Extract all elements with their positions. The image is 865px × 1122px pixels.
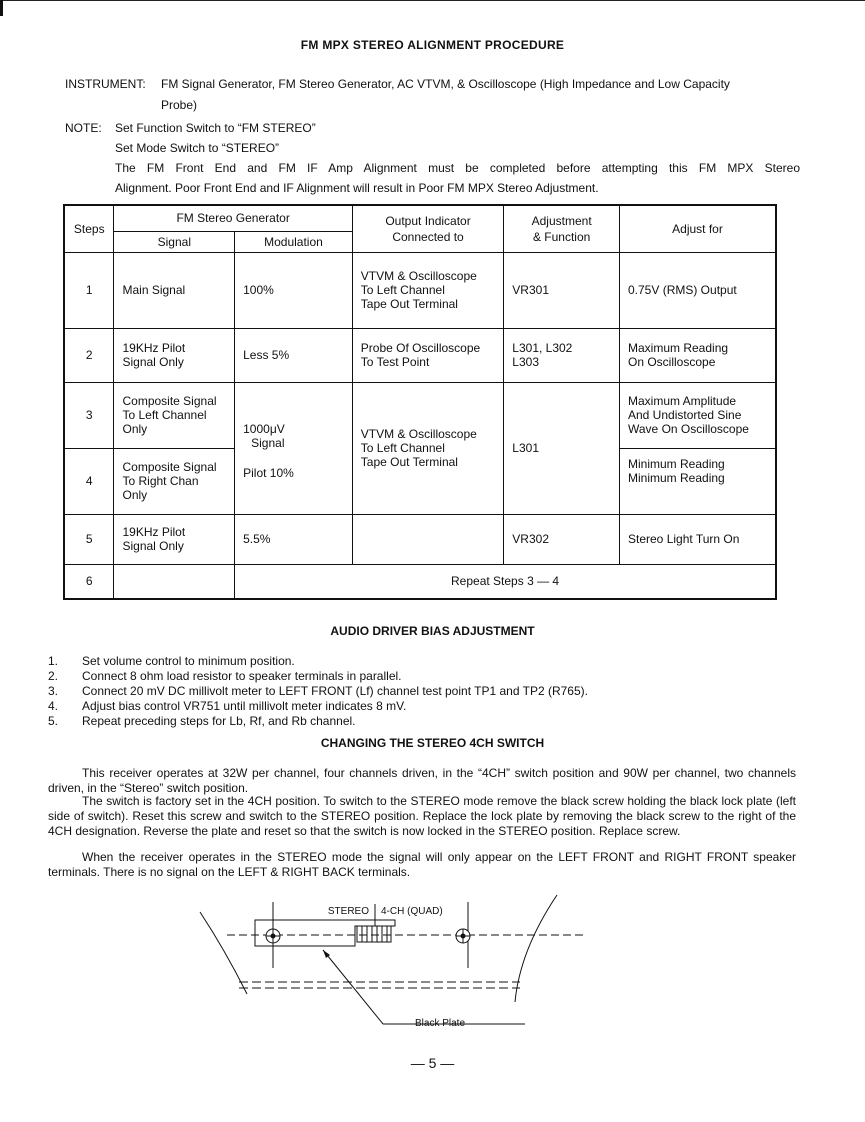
bias-steps <box>48 654 808 729</box>
black-plate-leader <box>323 950 383 1024</box>
instrument-label: INSTRUMENT: <box>65 77 146 91</box>
adjust-for-cell: 0.75V (RMS) Output <box>620 252 777 328</box>
list-item: 3. Connect 20 mV DC millivolt meter to LEFT FRONT (Lf) channel test point TP1 and TP2 (R765). <box>48 684 588 698</box>
output-cell: Probe Of Oscilloscope To Test Point <box>352 328 504 382</box>
header-modulation: Modulation <box>235 231 353 252</box>
output-cell-merged: VTVM & Oscilloscope To Left Channel Tape Out Terminal <box>352 382 504 514</box>
note-block <box>65 118 800 198</box>
step-number: 3 <box>64 382 114 448</box>
adjust-for-cell: Maximum Amplitude And Undistorted Sine Wave On Oscilloscope <box>620 382 777 448</box>
alignment-table <box>63 204 777 600</box>
adjustment-cell: VR302 <box>504 514 620 564</box>
table-header-row <box>64 205 776 231</box>
list-item: 1. Set volume control to minimum position. <box>48 654 295 668</box>
modulation-cell-merged: 1000μV Signal Pilot 10% <box>235 382 353 514</box>
header-output: Output Indicator Connected to <box>352 205 504 252</box>
quad-label: 4-CH (QUAD) <box>381 906 443 917</box>
note-line-3: The FM Front End and FM IF Amp Alignment must be completed before attempting this FM MPX Stereo <box>115 161 800 175</box>
instrument-text-cont: Probe) <box>161 98 198 112</box>
note-line-2: Set Mode Switch to “STEREO” <box>115 141 280 155</box>
table-row <box>64 514 776 564</box>
page-top-rule <box>0 0 865 1</box>
modulation-cell: 100% <box>235 252 353 328</box>
table-row <box>64 382 776 448</box>
list-item: 2. Connect 8 ohm load resistor to speaker terminals in parallel. <box>48 669 402 683</box>
page-title: FM MPX STEREO ALIGNMENT PROCEDURE <box>300 38 565 52</box>
note-label: NOTE: <box>65 121 102 135</box>
adjust-for-cell: Minimum Reading Minimum Reading <box>620 448 777 514</box>
instrument-text: FM Signal Generator, FM Stereo Generator, AC VTVM, & Oscilloscope (High Impedance and Low Capacity <box>161 77 730 91</box>
header-adjust-for: Adjust for <box>620 205 777 252</box>
step-number: 2 <box>64 328 114 382</box>
adjustment-cell-merged: L301 <box>504 382 620 514</box>
page-number: — 5 — <box>410 1055 455 1071</box>
stereo-label: STEREO <box>327 906 369 917</box>
note-line-1: Set Function Switch to “FM STEREO” <box>115 121 316 135</box>
repeat-cell: Repeat Steps 3 — 4 <box>235 564 776 599</box>
header-steps: Steps <box>64 205 114 252</box>
modulation-cell: 5.5% <box>235 514 353 564</box>
step-number: 6 <box>64 564 114 599</box>
signal-cell: Composite Signal To Right Chan Only <box>114 448 235 514</box>
switch-paragraph-1: This receiver operates at 32W per channel, four channels driven, in the “4CH” switch position and 90W per channel, two channels driven, in the “Stereo” switch position. <box>48 766 796 795</box>
instrument-block <box>65 74 785 116</box>
table-row <box>64 564 776 599</box>
step-number: 1 <box>64 252 114 328</box>
switch-title: CHANGING THE STEREO 4CH SWITCH <box>320 736 545 750</box>
table-row <box>64 328 776 382</box>
adjustment-cell: VR301 <box>504 252 620 328</box>
adjust-for-cell: Maximum Reading On Oscilloscope <box>620 328 777 382</box>
switch-paragraph-2: The switch is factory set in the 4CH position. To switch to the STEREO mode remove the black screw holding the black lock plate (left side of switch). Reset this screw and switch to the STEREO position. Replace the lock plate by removing the black screw to the right of the 4CH designation. Reverse the plate and reset so that the switch is now locked in the STEREO position. Replace screw. <box>48 794 796 838</box>
bias-title: AUDIO DRIVER BIAS ADJUSTMENT <box>330 624 535 638</box>
left-screw-icon <box>266 929 280 943</box>
header-generator: FM Stereo Generator <box>114 205 352 231</box>
signal-cell <box>114 564 235 599</box>
header-adjustment: Adjustment & Function <box>504 205 620 252</box>
list-item: 4. Adjust bias control VR751 until millivolt meter indicates 8 mV. <box>48 699 407 713</box>
note-line-4: Alignment. Poor Front End and IF Alignment will result in Poor FM MPX Stereo Adjustment. <box>115 181 599 195</box>
table-row <box>64 252 776 328</box>
page-corner-mark <box>0 0 3 16</box>
black-plate-label: Black Plate <box>415 1018 466 1029</box>
switch-paragraph-3: When the receiver operates in the STEREO mode the signal will only appear on the LEFT FRONT and RIGHT FRONT speaker terminals. There is no signal on the LEFT & RIGHT BACK terminals. <box>48 850 796 879</box>
right-bracket-curve <box>515 895 557 1002</box>
header-signal: Signal <box>114 231 235 252</box>
right-screw-icon <box>456 929 470 943</box>
output-cell <box>352 514 504 564</box>
signal-cell: Composite Signal To Left Channel Only <box>114 382 235 448</box>
signal-cell: 19KHz Pilot Signal Only <box>114 328 235 382</box>
step-number: 4 <box>64 448 114 514</box>
adjustment-cell: L301, L302 L303 <box>504 328 620 382</box>
step-number: 5 <box>64 514 114 564</box>
list-item: 5. Repeat preceding steps for Lb, Rf, and Rb channel. <box>48 714 356 728</box>
adjust-for-cell: Stereo Light Turn On <box>620 514 777 564</box>
modulation-cell: Less 5% <box>235 328 353 382</box>
signal-cell: 19KHz Pilot Signal Only <box>114 514 235 564</box>
switch-diagram <box>195 890 595 1040</box>
signal-cell: Main Signal <box>114 252 235 328</box>
output-cell: VTVM & Oscilloscope To Left Channel Tape Out Terminal <box>352 252 504 328</box>
